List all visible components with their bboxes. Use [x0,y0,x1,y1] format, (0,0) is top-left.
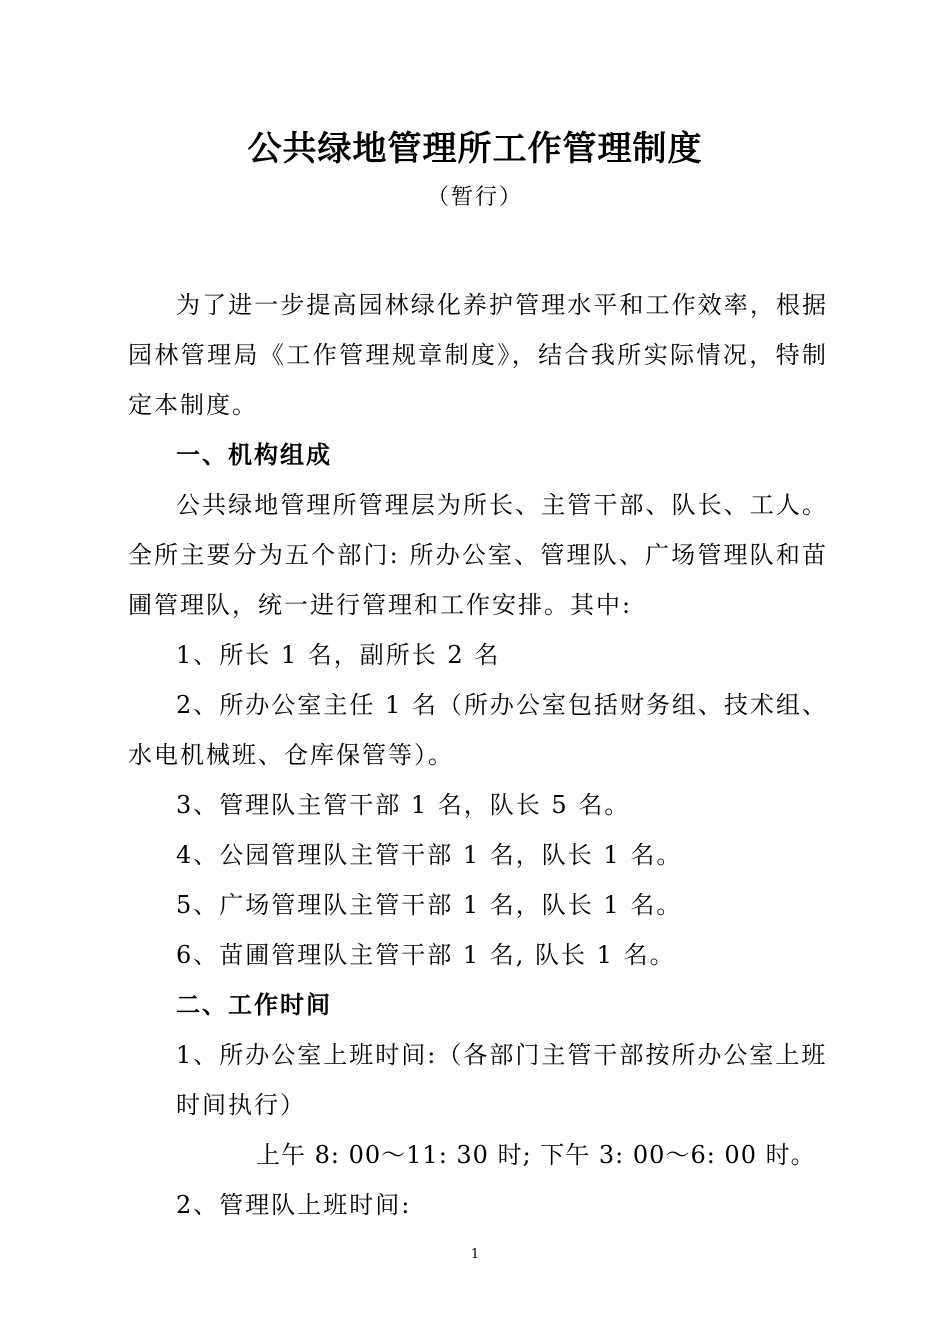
office-hours-label: 1、所办公室上班时间:（各部门主管干部按所办公室上班时间执行） [176,1041,828,1119]
organization-description: 公共绿地管理所管理层为所长、主管干部、队长、工人。全所主要分为五个部门: 所办公室、管理队、广场管理队和苗圃管理队，统一进行管理和工作安排。其中: [128,491,828,619]
intro-paragraph: 为了进一步提高园林绿化养护管理水平和工作效率，根据园林管理局《工作管理规章制度》，结合我所实际情况，特制定本制度。 [128,291,828,419]
office-hours-time: 上午 8: 00～11: 30 时; 下午 3: 00～6: 00 时。 [256,1141,816,1169]
document-subtitle: （暂行） [426,185,523,210]
document-title: 公共绿地管理所工作管理制度 [247,129,703,169]
section-heading-work-hours: 二、工作时间 [176,991,332,1019]
document-body [128,280,828,1230]
list-item: 6、苗圃管理队主管干部 1 名, 队长 1 名。 [176,941,676,969]
list-item: 1、所长 1 名，副所长 2 名 [176,641,501,669]
team-hours-label: 2、管理队上班时间: [176,1191,412,1219]
page-number: 1 [470,1247,480,1262]
list-item: 5、广场管理队主管干部 1 名，队长 1 名。 [176,891,683,919]
list-item: 2、所办公室主任 1 名（所办公室包括财务组、技术组、水电机械班、仓库保管等）。 [128,691,828,769]
list-item: 3、管理队主管干部 1 名，队长 5 名。 [176,791,631,819]
section-heading-organization: 一、机构组成 [176,441,332,469]
list-item: 4、公园管理队主管干部 1 名，队长 1 名。 [176,841,683,869]
